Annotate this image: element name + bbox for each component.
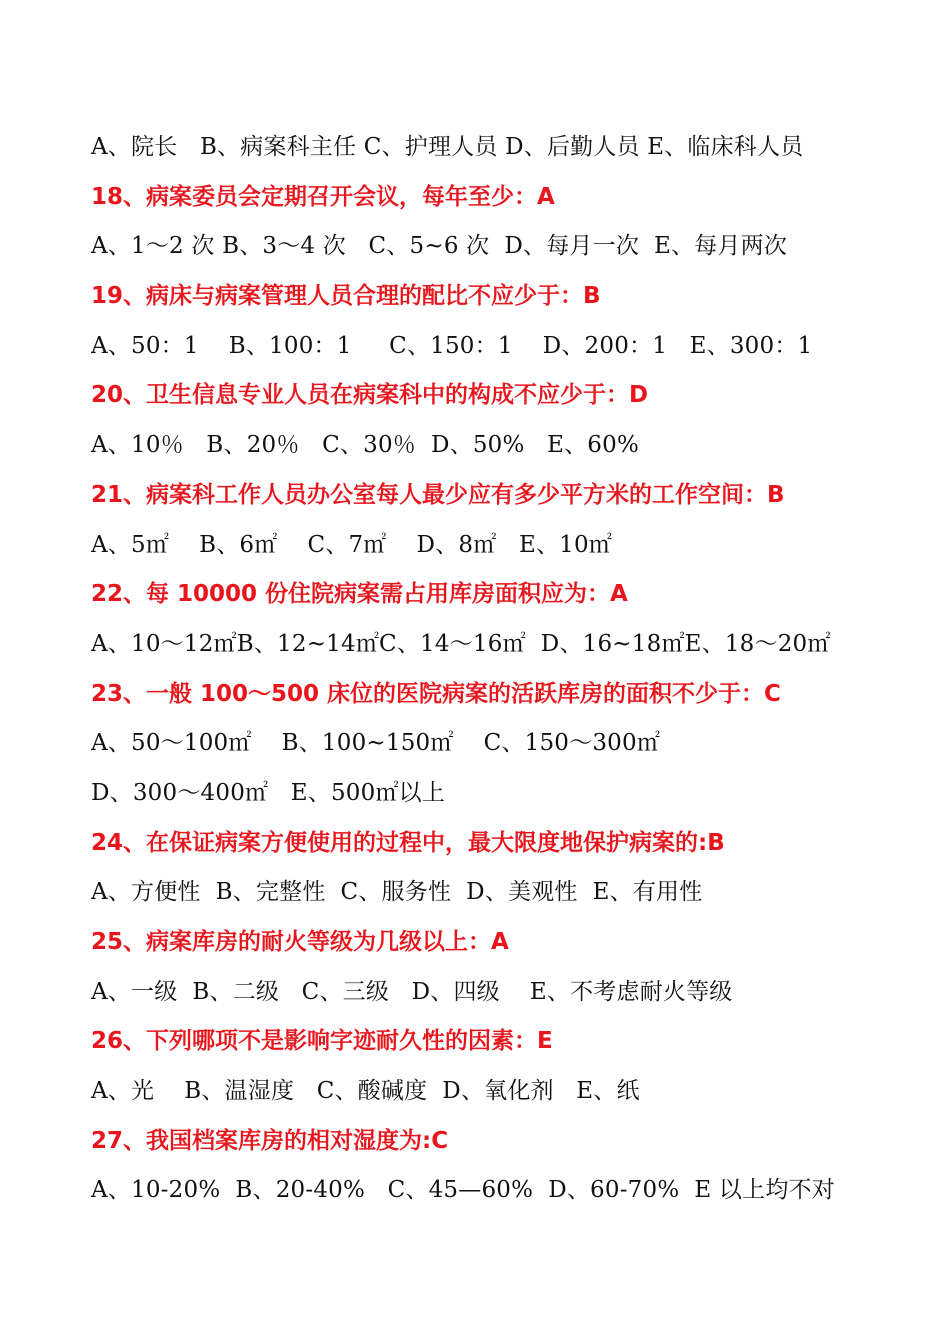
- options-line: A、10-20% B、20-40% C、45—60% D、60-70% E 以上均不对: [91, 1177, 835, 1204]
- question-20: 20、卫生信息专业人员在病案科中的构成不应少于：D: [91, 382, 649, 409]
- options-line: A、50～100㎡ B、100~150㎡ C、150～300㎡: [91, 730, 661, 757]
- options-line: A、一级 B、二级 C、三级 D、四级 E、不考虑耐火等级: [91, 978, 733, 1005]
- options-line: A、光 B、温湿度 C、酸碱度 D、氧化剂 E、纸: [91, 1078, 640, 1105]
- question-21: 21、病案科工作人员办公室每人最少应有多少平方米的工作空间：B: [91, 481, 785, 508]
- options-line: A、院长 B、病案科主任 C、护理人员 D、后勤人员 E、临床科人员: [91, 134, 804, 160]
- options-line: A、50：1 B、100：1 C、150：1 D、200：1 E、300：1: [91, 332, 813, 359]
- options-line: A、5㎡ B、6㎡ C、7㎡ D、8㎡ E、10㎡: [91, 531, 613, 558]
- question-26: 26、下列哪项不是影响字迹耐久性的因素：E: [91, 1028, 553, 1055]
- options-line: A、10～12㎡B、12~14㎡C、14～16㎡ D、16~18㎡E、18～20㎡: [91, 630, 831, 657]
- options-line: D、300～400㎡ E、500㎡以上: [91, 779, 446, 806]
- question-23: 23、一般 100～500 床位的医院病案的活跃库房的面积不少于：C: [91, 680, 781, 707]
- options-line: A、10％ B、20％ C、30％ D、50% E、60%: [91, 432, 640, 459]
- question-27: 27、我国档案库房的相对湿度为:C: [91, 1127, 449, 1154]
- question-22: 22、每 10000 份住院病案需占用库房面积应为：A: [91, 581, 628, 608]
- question-25: 25、病案库房的耐火等级为几级以上：A: [91, 929, 509, 955]
- question-19: 19、病床与病案管理人员合理的配比不应少于：B: [91, 283, 601, 310]
- options-line: A、方便性 B、完整性 C、服务性 D、美观性 E、有用性: [91, 879, 703, 906]
- question-18: 18、病案委员会定期召开会议，每年至少：A: [91, 183, 555, 210]
- question-list: [91, 123, 891, 1216]
- question-24: 24、在保证病案方便使用的过程中，最大限度地保护病案的:B: [91, 829, 725, 856]
- options-line: A、1～2 次 B、3～4 次 C、5~6 次 D、每月一次 E、每月两次: [91, 233, 788, 260]
